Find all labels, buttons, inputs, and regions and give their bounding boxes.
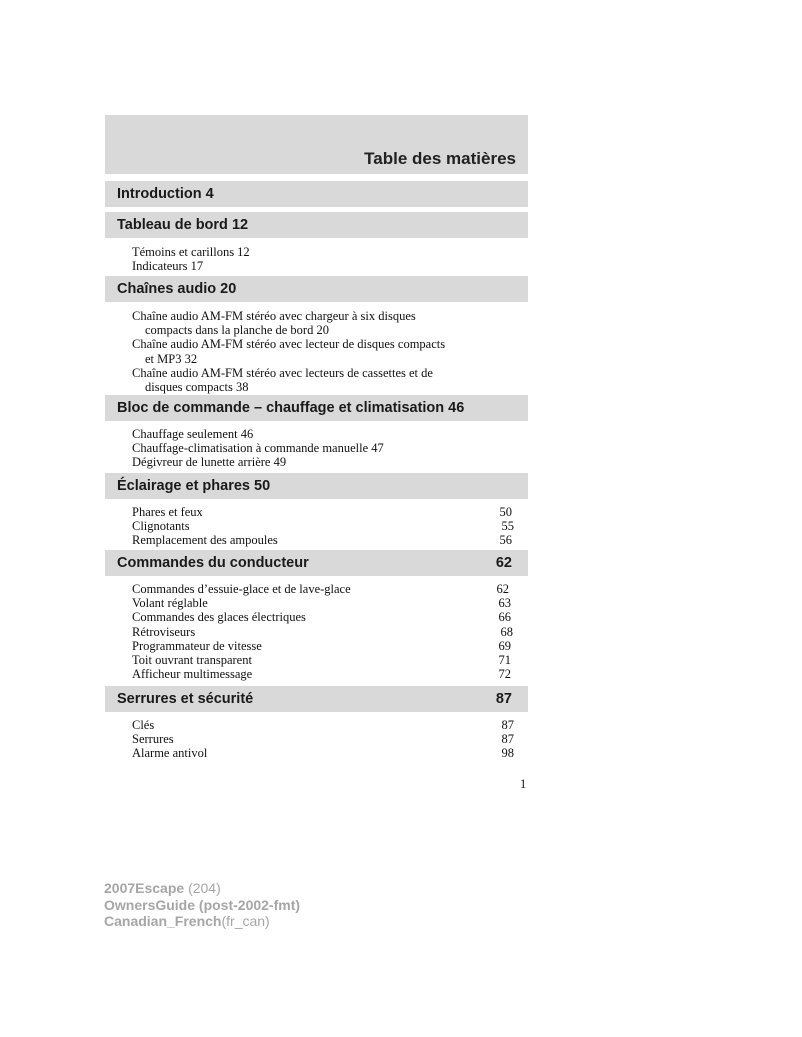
toc-entry[interactable] (132, 667, 511, 681)
section-page: 62 (495, 555, 512, 571)
toc-entry[interactable]: Chauffage seulement 46 (132, 427, 254, 441)
toc-entry[interactable] (132, 746, 514, 760)
footer-model-code: (204) (184, 880, 221, 896)
section-tableau-de-bord[interactable] (105, 212, 528, 238)
toc-entry[interactable]: Témoins et carillons 12 (132, 245, 250, 259)
toc-entry-page: 87 (501, 732, 514, 747)
toc-entry-continuation[interactable]: disques compacts 38 (145, 379, 249, 394)
footer-line-2: OwnersGuide (post-2002-fmt) (104, 896, 301, 913)
toc-entry-page: 55 (501, 519, 514, 534)
section-label: Commandes du conducteur (117, 555, 309, 571)
toc-entry-page: 71 (498, 652, 511, 667)
toc-entry[interactable] (132, 596, 511, 610)
page-number: 1 (520, 777, 527, 791)
eclairage-entries (132, 505, 512, 548)
footer-locale: (fr_can) (221, 913, 270, 929)
toc-entry-text: Programmateur de vitesse (132, 638, 262, 653)
document-footer (104, 880, 300, 930)
footer-line-1 (104, 880, 300, 897)
toc-entry-text: Commandes d’essuie-glace et de lave-glace (132, 582, 351, 596)
toc-entry-page: 87 (501, 718, 514, 732)
section-label: Bloc de commande – chauffage et climatisation 46 (117, 400, 465, 416)
footer-model: 2007Escape (104, 880, 185, 896)
section-eclairage-et-phares[interactable] (105, 473, 528, 499)
toc-entry[interactable] (132, 653, 511, 667)
toc-entry[interactable] (132, 533, 512, 547)
bloc-entries (132, 427, 515, 470)
serrures-entries (132, 718, 514, 761)
toc-entry[interactable]: Chaîne audio AM-FM stéréo avec lecteurs de cassettes et de (132, 365, 433, 380)
section-chaines-audio[interactable] (105, 276, 528, 302)
section-label: Introduction 4 (117, 186, 214, 202)
toc-entry-page: 62 (496, 582, 509, 596)
toc-entry[interactable] (132, 505, 512, 519)
toc-entry[interactable] (132, 732, 514, 746)
toc-entry[interactable] (132, 639, 511, 653)
toc-entry-text: Afficheur multimessage (132, 667, 253, 682)
footer-line-3 (104, 913, 300, 930)
section-bloc-de-commande[interactable] (105, 395, 528, 421)
section-label: Serrures et sécurité (117, 691, 254, 707)
section-commandes-du-conducteur[interactable] (105, 550, 528, 576)
toc-entry-text: Commandes des glaces électriques (132, 610, 306, 625)
toc-entry[interactable]: Dégivreur de lunette arrière 49 (132, 455, 287, 470)
section-serrures-et-securite[interactable] (105, 686, 528, 712)
toc-entry-text: Rétroviseurs (132, 624, 196, 639)
toc-entry-page: 63 (498, 596, 511, 611)
toc-entry[interactable] (132, 610, 511, 624)
section-page: 87 (495, 691, 512, 707)
toc-entry-text: Alarme antivol (132, 746, 208, 761)
commandes-entries (132, 582, 511, 681)
toc-entry-continuation[interactable]: et MP3 32 (145, 351, 198, 366)
toc-entry[interactable] (132, 625, 511, 639)
toc-entry-page: 56 (499, 533, 512, 548)
toc-entry-text: Toit ouvrant transparent (132, 652, 252, 667)
section-label: Chaînes audio 20 (117, 281, 237, 297)
toc-entry-text: Remplacement des ampoules (132, 533, 278, 548)
section-label: Tableau de bord 12 (117, 217, 249, 233)
toc-entry-page: 66 (498, 610, 511, 625)
toc-entry-text: Clés (132, 718, 155, 732)
toc-entry-text: Phares et feux (132, 505, 203, 519)
toc-entry-text: Serrures (132, 732, 174, 747)
toc-entry-page: 68 (500, 624, 513, 639)
toc-entry-page: 98 (501, 746, 514, 761)
toc-entry-text: Clignotants (132, 519, 190, 534)
section-label: Éclairage et phares 50 (117, 478, 271, 494)
toc-entry-page: 69 (498, 638, 511, 653)
audio-entries (132, 309, 515, 394)
toc-entry[interactable]: Indicateurs 17 (132, 259, 204, 274)
section-introduction[interactable] (105, 181, 528, 207)
toc-entry[interactable]: Chaîne audio AM-FM stéréo avec lecteur de disques compacts (132, 337, 446, 352)
toc-entry-page: 72 (498, 667, 511, 682)
page-title: Table des matières (364, 149, 516, 168)
toc-entry[interactable]: Chauffage-climatisation à commande manuelle 47 (132, 441, 384, 456)
toc-entry-page: 50 (499, 505, 512, 519)
toc-entry[interactable] (132, 519, 512, 533)
tableau-entries (132, 245, 515, 273)
footer-language: Canadian_French (104, 913, 222, 929)
toc-entry[interactable] (132, 582, 511, 596)
toc-entry-continuation[interactable]: compacts dans la planche de bord 20 (145, 323, 329, 338)
toc-entry[interactable]: Chaîne audio AM-FM stéréo avec chargeur à six disques (132, 309, 416, 323)
toc-entry-text: Volant réglable (132, 596, 208, 611)
toc-entry[interactable] (132, 718, 514, 732)
page-header-band (105, 115, 528, 174)
